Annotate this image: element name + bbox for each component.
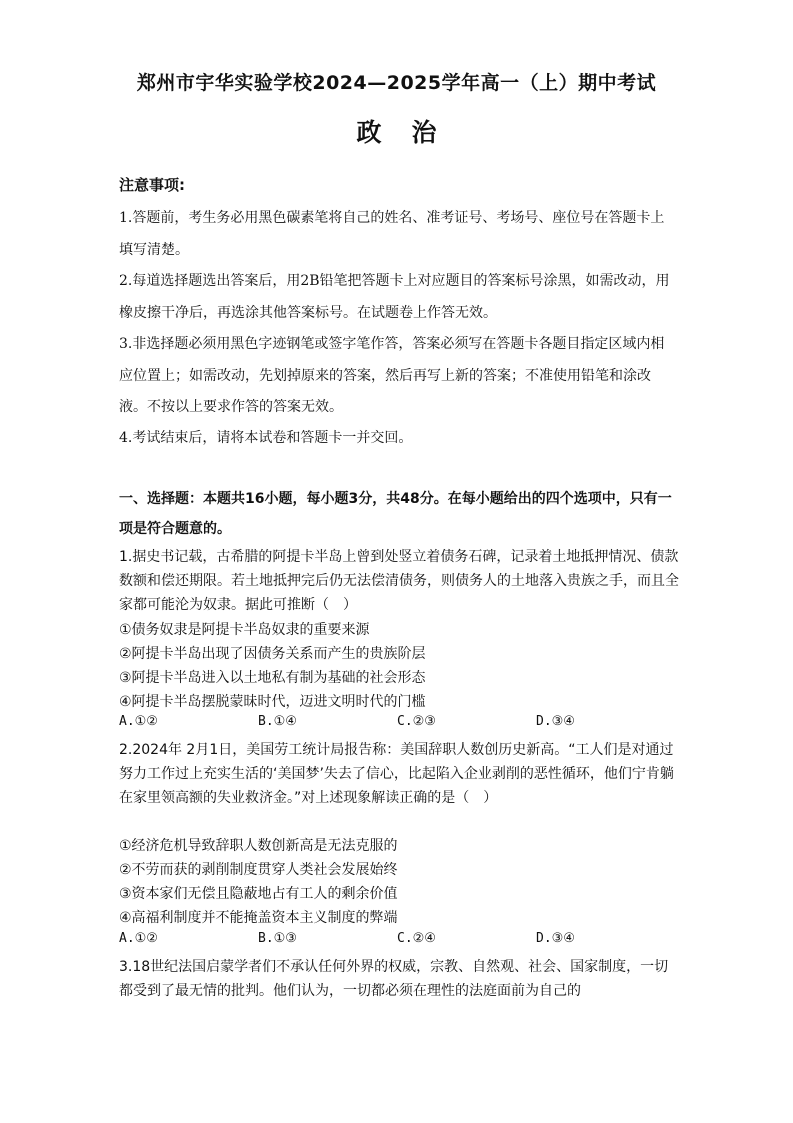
question-1-statement-4: ④阿提卡半岛摆脱蒙昧时代，迈进文明时代的门槛 xyxy=(119,694,426,710)
question-3-stem: 3.18世纪法国启蒙学者们不承认任何外界的权威，宗教、自然观、社会、国家制度，一切都受到了最无情的批判。他们认为，一切都必须在理性的法庭面前为自己的 xyxy=(119,959,669,999)
question-1-stem: 1.据史书记载，古希腊的阿提卡半岛上曾到处竖立着债务石碑，记录着土地抵押情况、债款数额和偿还期限。若土地抵押完后仍无法偿清债务，则债务人的土地落入贵族之手，而且全家都可能沦为奴隶。据此可推断（ ） xyxy=(119,549,679,613)
question-2-statement-3: ③资本家们无偿且隐蔽地占有工人的剩余价值 xyxy=(119,886,398,902)
question-2-stem: 2.2024年 2月1日，美国劳工统计局报告称：美国辞职人数创历史新高。“工人们是对通过努力工作过上充实生活的‘美国梦’失去了信心，比起陷入企业剥削的恶性循环，他们宁肯躺在家里领高额的失业救济金。”对上述现象解读正确的是（ ） xyxy=(119,742,674,806)
subject-title: 政治 xyxy=(356,118,467,147)
question-2-choice-d: D.③④ xyxy=(536,931,575,946)
question-1-statement-3: ③阿提卡半岛进入以土地私有制为基础的社会形态 xyxy=(119,670,426,686)
question-1-statement-1: ①债务奴隶是阿提卡半岛奴隶的重要来源 xyxy=(119,622,370,638)
question-2-choice-b: B.①③ xyxy=(258,931,297,946)
question-2-choices xyxy=(119,931,679,955)
question-1-choice-c: C.②③ xyxy=(397,714,436,729)
question-1-choice-d: D.③④ xyxy=(536,714,575,729)
question-2-choice-c: C.②④ xyxy=(397,931,436,946)
notice-heading: 注意事项: xyxy=(119,176,185,194)
question-2-statement-1: ①经济危机导致辞职人数创新高是无法克服的 xyxy=(119,838,398,854)
question-1-choices xyxy=(119,714,679,738)
notice-item-4: 4.考试结束后，请将本试卷和答题卡一并交回。 xyxy=(119,430,413,446)
question-1-statement-2: ②阿提卡半岛出现了因债务关系而产生的贵族阶层 xyxy=(119,646,426,662)
question-2-statement-2: ②不劳而获的剥削制度贯穿人类社会发展始终 xyxy=(119,862,398,878)
question-2-statement-4: ④高福利制度并不能掩盖资本主义制度的弊端 xyxy=(119,910,398,926)
question-1-choice-b: B.①④ xyxy=(258,714,297,729)
question-2-choice-a: A.①② xyxy=(119,931,158,946)
notice-item-3: 3.非选择题必须用黑色字迹钢笔或签字笔作答，答案必须写在答题卡各题目指定区域内相应位置上；如需改动，先划掉原来的答案，然后再写上新的答案；不准使用铅笔和涂改液。不按以上要求作答的答案无效。 xyxy=(119,336,665,415)
exam-title: 郑州市宇华实验学校2024—2025学年高一（上）期中考试 xyxy=(136,72,657,94)
notice-item-2: 2.每道选择题选出答案后，用2B铅笔把答题卡上对应题目的答案标号涂黑，如需改动，用橡皮擦干净后，再选涂其他答案标号。在试题卷上作答无效。 xyxy=(119,273,670,321)
question-1-choice-a: A.①② xyxy=(119,714,158,729)
notice-item-1: 1.答题前，考生务必用黑色碳素笔将自己的姓名、准考证号、考场号、座位号在答题卡上填写清楚。 xyxy=(119,210,665,258)
section-heading: 一、选择题：本题共16小题，每小题3分，共48分。在每小题给出的四个选项中，只有一项是符合题意的。 xyxy=(119,491,672,537)
